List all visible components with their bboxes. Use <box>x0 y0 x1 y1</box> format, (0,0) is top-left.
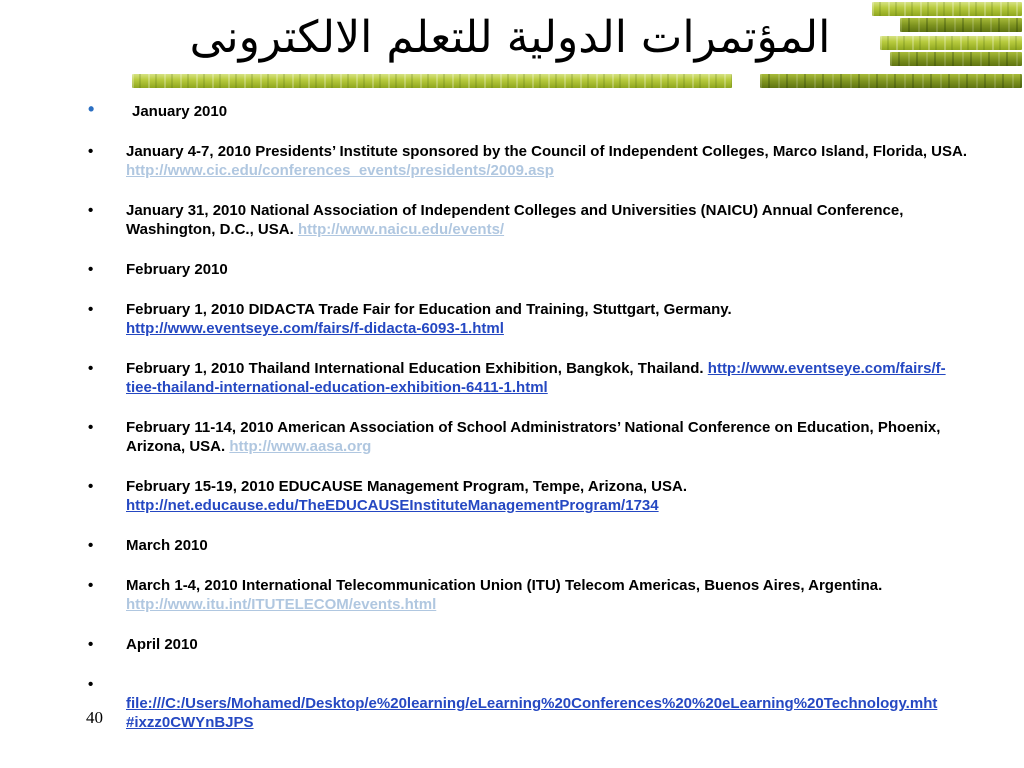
bullet-icon: • <box>88 143 94 160</box>
bar-decoration <box>880 36 1022 50</box>
bullet-icon: • <box>88 537 94 554</box>
list-item <box>88 300 968 338</box>
item-link[interactable]: http://www.naicu.edu/events/ <box>297 221 505 238</box>
list-item <box>88 99 968 121</box>
bullet-icon: • <box>88 360 94 377</box>
list-item <box>88 260 968 279</box>
item-link[interactable]: http://net.educause.edu/TheEDUCAUSEInstituteManagementProgram/1734 <box>126 497 659 514</box>
slide-number: 40 <box>86 708 103 727</box>
bar-decoration <box>760 74 1022 88</box>
list-item <box>88 635 968 654</box>
list-item <box>88 576 968 614</box>
item-text: April 2010 <box>126 636 198 653</box>
bar-decoration <box>900 18 1022 32</box>
bullet-icon: • <box>88 419 94 436</box>
item-text: February 2010 <box>126 261 228 278</box>
bullet-icon: • <box>88 301 94 318</box>
list-item <box>88 477 968 515</box>
item-text: February 11-14, 2010 American Association of School Administrators’ National Conference on Education, Phoenix, Arizona, USA. <box>126 419 941 455</box>
item-link[interactable]: http://www.itu.int/ITUTELECOM/events.html <box>126 596 437 613</box>
item-text: March 2010 <box>126 537 208 554</box>
item-text: February 1, 2010 Thailand International Education Exhibition, Bangkok, Thailand. <box>126 360 704 377</box>
item-link[interactable]: http://www.cic.edu/conferences_events/presidents/2009.asp <box>126 162 554 179</box>
item-text <box>126 675 968 694</box>
bullet-list <box>88 99 968 732</box>
item-text: February 15-19, 2010 EDUCAUSE Management Program, Tempe, Arizona, USA. <box>126 478 687 495</box>
item-link[interactable]: http://www.eventseye.com/fairs/f-didacta-6093-1.html <box>126 320 504 337</box>
list-item <box>88 201 968 239</box>
bar-decoration <box>890 52 1022 66</box>
item-link[interactable]: http://www.eventseye.com/fairs/f-tiee-thailand-international-education-exhibition-6411-1.html <box>126 360 946 396</box>
bullet-icon: • <box>88 676 94 693</box>
item-text: February 1, 2010 DIDACTA Trade Fair for Education and Training, Stuttgart, Germany. <box>126 301 732 318</box>
item-link[interactable]: file:///C:/Users/Mohamed/Desktop/e%20learning/eLearning%20Conferences%20%20eLearning%20Technology.mht#ixzz0CWYnBJPS <box>126 695 938 731</box>
list-item <box>88 142 968 180</box>
bar-decoration <box>132 74 732 88</box>
bullet-icon: • <box>88 202 94 219</box>
list-item <box>88 675 968 732</box>
list-item <box>88 418 968 456</box>
bullet-icon: • <box>88 577 94 594</box>
item-text: January 4-7, 2010 Presidents’ Institute sponsored by the Council of Independent Colleges, Marco Island, Florida, USA. <box>126 143 968 160</box>
bullet-icon: • <box>88 261 94 278</box>
bullet-icon: • <box>88 478 94 495</box>
page-title: المؤتمرات الدولية للتعلم الالكترونى <box>189 12 831 63</box>
bar-decoration <box>872 2 1022 16</box>
list-item <box>88 536 968 555</box>
item-link[interactable]: http://www.aasa.org <box>229 438 372 455</box>
bullet-icon: • <box>88 636 94 653</box>
list-item <box>88 359 968 397</box>
item-text: January 2010 <box>132 103 228 120</box>
item-text: January 31, 2010 National Association of Independent Colleges and Universities (NAICU) Annual Conference, Washington, D.C., USA. <box>126 202 904 238</box>
item-text: March 1-4, 2010 International Telecommunication Union (ITU) Telecom Americas, Buenos Aires, Argentina. <box>126 577 883 594</box>
bullet-icon: • <box>88 99 95 119</box>
